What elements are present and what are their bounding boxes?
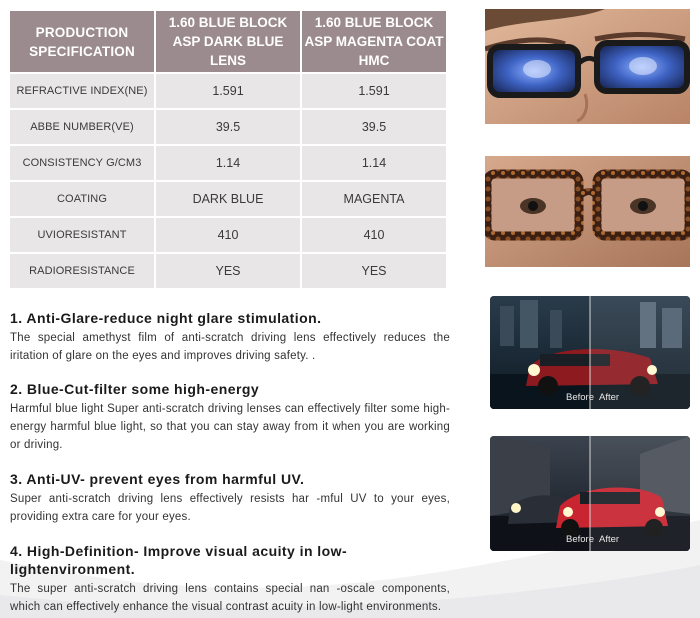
feature-anti-uv: [10, 470, 450, 526]
row-label: RADIORESISTANCE: [10, 254, 154, 288]
dark-blue-value: DARK BLUE: [156, 182, 300, 216]
feature-body: The special amethyst film of anti-scratch driving lens effectively reduces the iritation of glare on the eyes and improves driving safety. .: [10, 332, 450, 362]
row-label: ABBE NUMBER(VE): [10, 110, 154, 144]
feature-body: Super anti-scratch driving lens effectively resists har -mful UV to your eyes, providing extra care for your eyes.: [10, 493, 450, 523]
before-label: Before: [566, 392, 594, 403]
feature-title: 3. Anti-UV- prevent eyes from harmful UV.: [10, 471, 305, 487]
table-row: [10, 146, 446, 180]
spec-table-header-row: [10, 11, 446, 72]
row-label: CONSISTENCY G/CM3: [10, 146, 154, 180]
feature-title: 2. Blue-Cut-filter some high-energy: [10, 381, 260, 397]
feature-high-definition: [10, 542, 450, 616]
header-magenta-coat: 1.60 BLUE BLOCK ASP MAGENTA COAT HMC: [302, 11, 446, 72]
photo-car-before-after-1: [490, 296, 690, 409]
feature-anti-glare: [10, 309, 450, 365]
dark-blue-value: 1.591: [156, 74, 300, 108]
magenta-value: 1.591: [302, 74, 446, 108]
after-label: After: [599, 534, 620, 545]
table-row: [10, 110, 446, 144]
dark-blue-value: 1.14: [156, 146, 300, 180]
feature-title: 1. Anti-Glare-reduce night glare stimulation.: [10, 310, 322, 326]
photo-woman-tortoise-glasses: [485, 156, 690, 267]
after-label: After: [599, 392, 620, 403]
magenta-value: YES: [302, 254, 446, 288]
photo-car-before-after-2: [490, 436, 690, 551]
dark-blue-value: 39.5: [156, 110, 300, 144]
table-row: [10, 182, 446, 216]
table-row: [10, 254, 446, 288]
table-row: [10, 74, 446, 108]
magenta-value: 1.14: [302, 146, 446, 180]
feature-blue-cut: [10, 380, 450, 454]
header-dark-blue-lens: 1.60 BLUE BLOCK ASP DARK BLUE LENS: [156, 11, 300, 72]
spec-table: [8, 9, 448, 290]
header-production-specification: PRODUCTION SPECIFICATION: [10, 11, 154, 72]
feature-body: The super anti-scratch driving lens contains special nan -oscale components, which can effectively enhance the visual contrast acuity in low-light environments.: [10, 583, 450, 613]
row-label: UVIORESISTANT: [10, 218, 154, 252]
row-label: REFRACTIVE INDEX(NE): [10, 74, 154, 108]
before-label: Before: [566, 534, 594, 545]
photo-woman-blue-lens: [485, 9, 690, 124]
row-label: COATING: [10, 182, 154, 216]
feature-title: 4. High-Definition- Improve visual acuity in low-lightenvironment.: [10, 543, 348, 577]
feature-body: Harmful blue light Super anti-scratch driving lenses can effectively filter some high-energy harmful blue light, so that you can stay away from it when you are working or driving.: [10, 403, 450, 451]
magenta-value: MAGENTA: [302, 182, 446, 216]
dark-blue-value: 410: [156, 218, 300, 252]
dark-blue-value: YES: [156, 254, 300, 288]
magenta-value: 39.5: [302, 110, 446, 144]
magenta-value: 410: [302, 218, 446, 252]
table-row: [10, 218, 446, 252]
